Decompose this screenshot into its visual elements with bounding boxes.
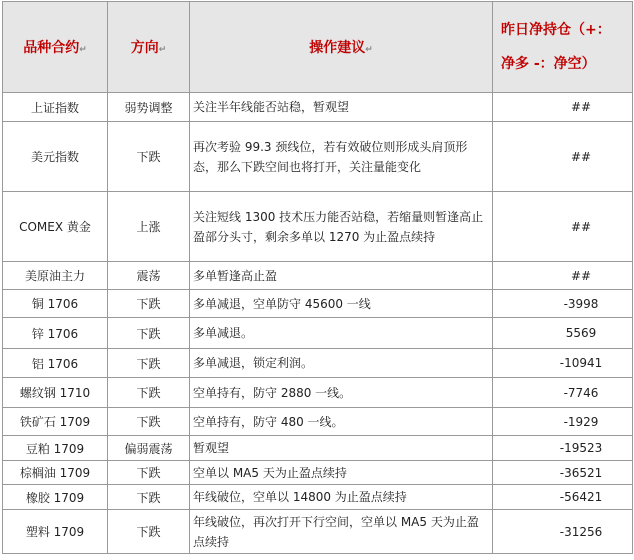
position-cell: -36521 xyxy=(493,461,633,485)
advice-cell: 空单以 MA5 天为止盈点续持 xyxy=(190,461,493,485)
position-cell: ## xyxy=(493,122,633,192)
advice-cell: 年线破位，再次打开下行空间，空单以 MA5 天为止盈点续持 xyxy=(190,510,493,554)
table-row xyxy=(3,408,633,436)
contract-cell: 美原油主力 xyxy=(3,262,108,290)
advice-cell: 多单减退。 xyxy=(190,318,493,349)
contract-cell: 棕榈油 1709 xyxy=(3,461,108,485)
direction-cell: 下跌 xyxy=(108,510,190,554)
advice-cell: 空单持有，防守 2880 一线。 xyxy=(190,378,493,408)
header-advice: 操作建议↵ xyxy=(190,2,493,93)
table-row xyxy=(3,290,633,318)
contract-cell: 塑料 1709 xyxy=(3,510,108,554)
position-cell: -1929 xyxy=(493,408,633,436)
table-row xyxy=(3,510,633,554)
direction-cell: 偏弱震荡 xyxy=(108,436,190,461)
table-row xyxy=(3,192,633,262)
header-direction: 方向↵ xyxy=(108,2,190,93)
advice-cell: 年线破位，空单以 14800 为止盈点续持 xyxy=(190,485,493,510)
position-cell: 5569 xyxy=(493,318,633,349)
header-contract: 品种合约↵ xyxy=(3,2,108,93)
table-row xyxy=(3,461,633,485)
advice-cell: 关注半年线能否站稳，暂观望 xyxy=(190,93,493,122)
direction-cell: 弱势调整 xyxy=(108,93,190,122)
position-cell: -7746 xyxy=(493,378,633,408)
advice-cell: 多单暂逢高止盈 xyxy=(190,262,493,290)
position-cell: -56421 xyxy=(493,485,633,510)
direction-cell: 下跌 xyxy=(108,349,190,378)
direction-cell: 下跌 xyxy=(108,378,190,408)
contract-cell: 橡胶 1709 xyxy=(3,485,108,510)
advice-table xyxy=(2,1,633,554)
table-row xyxy=(3,262,633,290)
table-row xyxy=(3,318,633,349)
table-row xyxy=(3,93,633,122)
position-cell: ## xyxy=(493,262,633,290)
direction-cell: 下跌 xyxy=(108,290,190,318)
direction-cell: 下跌 xyxy=(108,122,190,192)
header-row xyxy=(3,2,633,93)
contract-cell: 螺纹钢 1710 xyxy=(3,378,108,408)
direction-cell: 震荡 xyxy=(108,262,190,290)
contract-cell: 锌 1706 xyxy=(3,318,108,349)
advice-cell: 空单持有，防守 480 一线。 xyxy=(190,408,493,436)
table-row xyxy=(3,436,633,461)
direction-cell: 下跌 xyxy=(108,318,190,349)
advice-cell: 再次考验 99.3 颈线位，若有效破位则形成头肩顶形态，那么下跌空间也将打开，关注量能变化 xyxy=(190,122,493,192)
position-cell: ## xyxy=(493,93,633,122)
position-cell: -31256 xyxy=(493,510,633,554)
advice-cell: 暂观望 xyxy=(190,436,493,461)
contract-cell: COMEX 黄金 xyxy=(3,192,108,262)
position-cell: -3998 xyxy=(493,290,633,318)
contract-cell: 铜 1706 xyxy=(3,290,108,318)
direction-cell: 上涨 xyxy=(108,192,190,262)
table-row xyxy=(3,122,633,192)
contract-cell: 铝 1706 xyxy=(3,349,108,378)
position-cell: -19523 xyxy=(493,436,633,461)
advice-cell: 多单减退，锁定利润。 xyxy=(190,349,493,378)
contract-cell: 上证指数 xyxy=(3,93,108,122)
contract-cell: 铁矿石 1709 xyxy=(3,408,108,436)
direction-cell: 下跌 xyxy=(108,461,190,485)
advice-cell: 多单减退，空单防守 45600 一线 xyxy=(190,290,493,318)
contract-cell: 豆粕 1709 xyxy=(3,436,108,461)
table-row xyxy=(3,378,633,408)
advice-cell: 关注短线 1300 技术压力能否站稳，若缩量则暂逢高止盈部分头寸，剩余多单以 1270 为止盈点续持 xyxy=(190,192,493,262)
table-row xyxy=(3,349,633,378)
contract-cell: 美元指数 xyxy=(3,122,108,192)
position-cell: -10941 xyxy=(493,349,633,378)
direction-cell: 下跌 xyxy=(108,485,190,510)
header-position: 昨日净持仓（+： 净多 -：净空） xyxy=(493,2,633,93)
direction-cell: 下跌 xyxy=(108,408,190,436)
position-cell: ## xyxy=(493,192,633,262)
table-row xyxy=(3,485,633,510)
